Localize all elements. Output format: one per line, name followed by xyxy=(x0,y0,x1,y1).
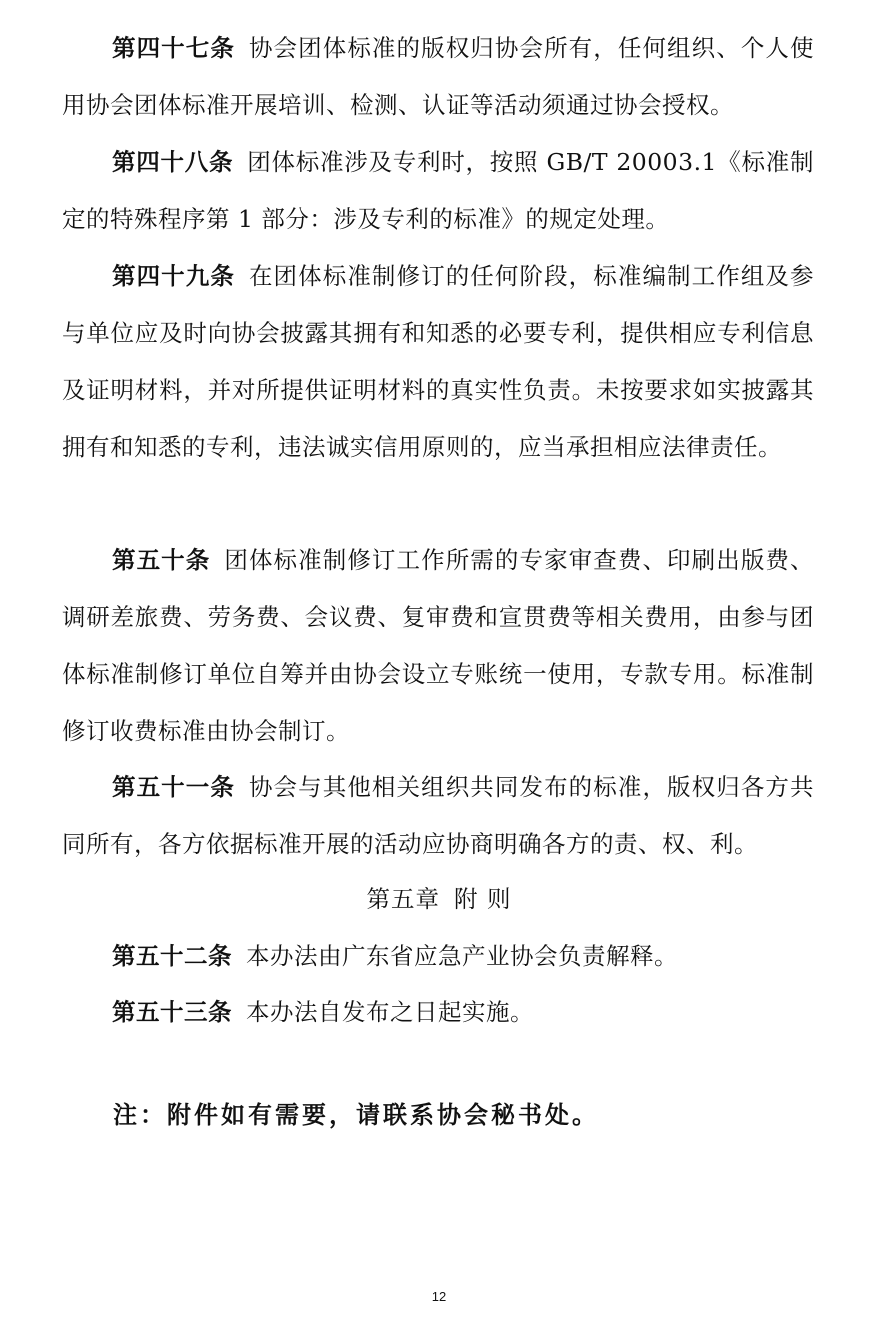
page-number: 12 xyxy=(431,1289,447,1304)
article-text: 团体标准制修订工作所需的专家审查费、印刷出版费、调研差旅费、劳务费、会议费、复审费和宣贯费等相关费用，由参与团体标准制修订单位自筹并由协会设立专账统一使用，专款专用。标准制修订收费标准由协会制订。 xyxy=(62,546,815,745)
article-label: 第五十二条 xyxy=(112,942,232,970)
article-text: 协会团体标准的版权归协会所有，任何组织、个人使用协会团体标准开展培训、检测、认证等活动须通过协会授权。 xyxy=(62,34,815,119)
chapter-title: 附 则 xyxy=(454,885,512,913)
article-label: 第四十八条 xyxy=(112,148,234,176)
article-53 xyxy=(62,984,814,1041)
chapter-number: 第五章 xyxy=(366,885,440,913)
article-text: 团体标准涉及专利时，按照 GB/T 20003.1《标准制定的特殊程序第 1 部分：涉及专利的标准》的规定处理。 xyxy=(62,148,814,233)
article-text: 在团体标准制修订的任何阶段，标准编制工作组及参与单位应及时向协会披露其拥有和知悉的必要专利，提供相应专利信息及证明材料，并对所提供证明材料的真实性负责。未按要求如实披露其拥有和知悉的专利，违法诚实信用原则的，应当承担相应法律责任。 xyxy=(62,262,815,461)
article-48 xyxy=(62,134,814,248)
article-49 xyxy=(62,248,814,476)
article-47 xyxy=(62,0,814,134)
article-text: 本办法自发布之日起实施。 xyxy=(246,998,534,1026)
article-52 xyxy=(62,928,814,985)
article-label: 第五十一条 xyxy=(112,773,235,801)
article-label: 第五十条 xyxy=(112,546,211,574)
article-51 xyxy=(62,759,814,873)
article-label: 第四十九条 xyxy=(112,262,235,290)
article-label: 第五十三条 xyxy=(112,998,232,1026)
article-text: 协会与其他相关组织共同发布的标准，版权归各方共同所有，各方依据标准开展的活动应协商明确各方的责、权、利。 xyxy=(62,773,815,858)
article-50 xyxy=(62,532,814,760)
article-label: 第四十七条 xyxy=(112,34,235,62)
chapter-heading xyxy=(0,871,878,928)
attachment-note: 注：附件如有需要，请联系协会秘书处。 xyxy=(113,1100,599,1129)
article-text: 本办法由广东省应急产业协会负责解释。 xyxy=(246,942,678,970)
